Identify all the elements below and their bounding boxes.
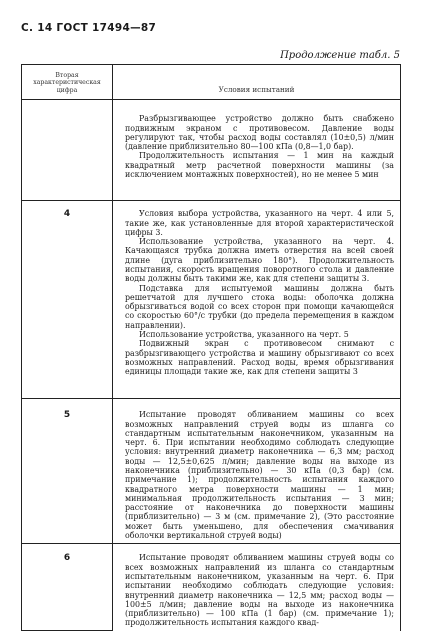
table-header-row [22, 65, 401, 100]
row-digit [22, 100, 113, 201]
page-header: С. 14 ГОСТ 17494—87 [21, 22, 157, 34]
row-digit: 4 [22, 201, 113, 399]
table-row [22, 100, 401, 201]
col-header-protection-digit: Вторая характеристическая цифра [22, 65, 113, 100]
row-conditions [113, 399, 401, 544]
table-row [22, 399, 401, 544]
row-conditions [113, 201, 401, 399]
row-digit: 6 [22, 544, 113, 631]
condition-paragraph: Использование устройства, указанного на черт. 4. Качающаяся трубка должна иметь отверстия на всей своей длине (дуга приблизительно 180°). Продолжительность испытания, скорость вращения поворотного стола и давление воды должны быть такими же, как для степени защиты 3. [125, 237, 394, 284]
row-digit: 5 [22, 399, 113, 544]
condition-paragraph: Испытание проводят обливанием машины струей воды со всех возможных направлений из шланга со стандартным испытательным наконечником, указанным на черт. 6. При испытании необходимо соблюдать следующие условия: внутренний диаметр наконечника — 12,5 мм; расход воды — 100±5 л/мин; давление воды на выходе из наконечника (приблизительно) — 100 кПа (1 бар) (см. примечание 1); продолжительность испытания каждого квад- [125, 553, 394, 628]
test-conditions-table [21, 64, 401, 631]
row-conditions [113, 100, 401, 201]
condition-paragraph: Продолжительность испытания — 1 мин на каждый квадратный метр расчетной поверхности машины (за исключением монтажных поверхностей), но не менее 5 мин [125, 151, 394, 179]
condition-paragraph: Подставка для испытуемой машины должна быть решетчатой для лучшего стока воды: оболочка должна обрызгиваться водой со всех сторон при помощи качающейся со скоростью 60°/с трубки (до предела перемещения в каждом направлении). [125, 283, 394, 330]
condition-paragraph: Подвижный экран с противовесом снимают с разбрызгивающего устройства и машину обрызгивают со всех возможных направлений. Расход воды, время обрызгивания единицы площади такие же, как для степени защиты 3 [125, 339, 394, 377]
col-header-test-conditions: Условия испытаний [113, 65, 401, 100]
condition-paragraph: Использование устройства, указанного на черт. 5 [139, 330, 349, 340]
condition-paragraph: Разбрызгивающее устройство должно быть снабжено подвижным экраном с противовесом. Давление воды регулируют так, чтобы расход воды составлял (10±0,5) л/мин (давление приблизительно 80—100 кПа (0,8—1,0 бар). [125, 114, 394, 152]
table-row [22, 544, 401, 631]
row-conditions [113, 544, 401, 631]
condition-paragraph: Условия выбора устройства, указанного на черт. 4 или 5, такие же, как установленные для второй характеристической цифры 3. [125, 209, 394, 237]
table-continuation-label: Продолжение табл. 5 [280, 50, 400, 61]
table-row [22, 201, 401, 399]
condition-paragraph: Испытание проводят обливанием машины со всех возможных направлений струей воды из шланга со стандартным испытательным наконечником, указанным на черт. 6. При испытании необходимо соблюдать следующие условия: внутренний диаметр наконечника — 6,3 мм; расход воды — 12,5±0,625 л/мин; давление воды на выходе из наконечника (приблизительно) — 30 кПа (0,3 бар) (см. примечание 1); продолжительность испытания каждого квадратного метра поверхности машины — 1 мин; минимальная продолжительность испытания — 3 мин; расстояние от наконечника до поверхности машины (приблизительно) — 3 м (см. примечание 2), (Это расстояние может быть уменьшено, для обеспечения смачивания оболочки вертикальной струей воды) [125, 410, 394, 541]
